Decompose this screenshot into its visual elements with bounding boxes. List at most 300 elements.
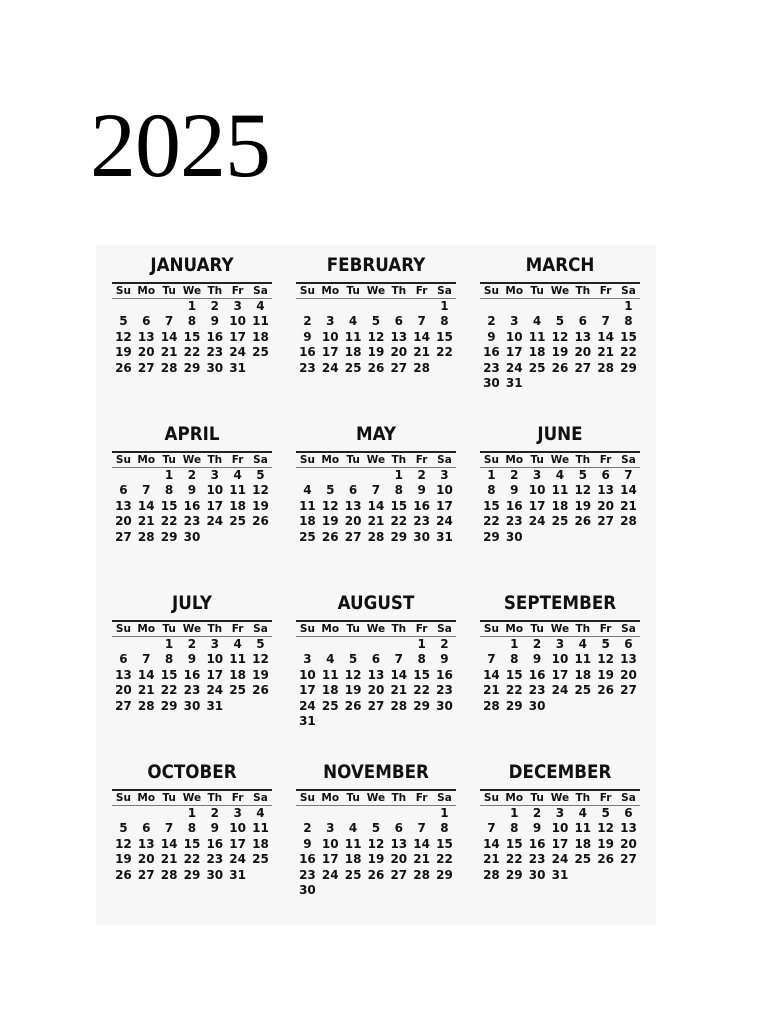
empty-cell: [594, 299, 617, 314]
day-cell: 6: [624, 637, 633, 651]
day-cell: 27: [115, 698, 132, 713]
day-cell: 3: [555, 637, 565, 651]
day-cell: 16: [299, 345, 316, 360]
day-cell: 21: [483, 683, 500, 698]
day-cell: 24: [505, 360, 523, 375]
week-row: [112, 652, 272, 667]
day-cell: 11: [574, 821, 592, 836]
empty-cell: [526, 299, 549, 314]
day-cell: 18: [574, 667, 592, 682]
day-cell: 16: [183, 667, 201, 682]
day-cell: 12: [115, 836, 132, 851]
day-cell: 12: [252, 652, 269, 667]
day-cell: 26: [367, 867, 385, 882]
empty-cell: [112, 637, 135, 652]
weekday-label: Fr: [231, 285, 244, 297]
week-row: [296, 683, 456, 698]
month-october: [112, 760, 272, 883]
day-cell: 26: [344, 698, 362, 713]
week-row: [296, 806, 456, 821]
day-cell: 8: [440, 821, 449, 836]
weekday-label: Mo: [137, 623, 156, 635]
day-cell: 6: [394, 821, 403, 836]
month-february: [296, 253, 456, 376]
day-cell: 15: [183, 329, 201, 344]
weekday-label: Th: [391, 792, 407, 804]
day-cell: 25: [574, 683, 592, 698]
month-july: [112, 591, 272, 714]
weekday-label: Su: [299, 285, 315, 297]
day-cell: 12: [252, 483, 269, 498]
weekday-label: Sa: [437, 623, 452, 635]
day-cell: 17: [229, 329, 246, 344]
week-row: [112, 314, 272, 329]
week-row: [112, 345, 272, 360]
day-cell: 7: [142, 483, 151, 498]
month-name: APRIL: [164, 423, 220, 445]
day-cell: 7: [164, 821, 174, 836]
day-cell: 3: [555, 806, 565, 820]
weekday-label: Sa: [621, 454, 636, 466]
weekday-label: Su: [483, 285, 499, 297]
day-cell: 15: [505, 667, 523, 682]
day-cell: 5: [348, 652, 358, 667]
weekday-label: Tu: [530, 285, 544, 297]
weekday-label: We: [550, 623, 570, 635]
empty-cell: [342, 806, 365, 821]
day-cell: 23: [206, 852, 224, 867]
day-cell: 17: [551, 836, 569, 851]
weekday-label: Th: [207, 623, 223, 635]
day-cell: 12: [597, 652, 614, 667]
day-cell: 13: [390, 329, 408, 344]
empty-cell: [296, 299, 319, 314]
empty-cell: [571, 299, 594, 314]
day-cell: 16: [528, 667, 546, 682]
empty-cell: [158, 299, 181, 314]
day-cell: 21: [597, 345, 614, 360]
day-cell: 8: [187, 821, 197, 836]
month-november: [296, 760, 456, 898]
day-cell: 11: [551, 483, 569, 498]
day-cell: 5: [601, 637, 610, 651]
day-cell: 14: [390, 667, 408, 682]
day-cell: 29: [505, 698, 523, 713]
empty-cell: [296, 806, 319, 821]
day-cell: 24: [551, 852, 569, 867]
month-december: [480, 760, 640, 883]
weekday-label: Fr: [415, 623, 428, 635]
week-row: [112, 330, 272, 345]
weekday-label: Th: [391, 623, 407, 635]
day-cell: 28: [413, 867, 430, 882]
day-cell: 14: [367, 498, 385, 513]
day-cell: 26: [252, 683, 269, 698]
empty-cell: [365, 637, 388, 652]
week-row: [112, 852, 272, 867]
week-row: [480, 683, 640, 698]
day-cell: 23: [299, 360, 316, 375]
day-cell: 4: [555, 468, 565, 482]
month-name: JULY: [172, 592, 212, 614]
day-cell: 27: [620, 683, 637, 698]
day-cell: 25: [252, 345, 269, 360]
day-cell: 16: [206, 329, 224, 344]
day-cell: 2: [440, 637, 449, 651]
day-cell: 27: [390, 360, 408, 375]
day-cell: 2: [187, 637, 197, 651]
weekday-header: [480, 282, 640, 299]
day-cell: 5: [326, 483, 335, 498]
month-august: [296, 591, 456, 729]
day-cell: 17: [321, 852, 339, 867]
day-cell: 13: [574, 329, 592, 344]
day-cell: 13: [367, 667, 385, 682]
weekday-label: We: [366, 623, 386, 635]
day-cell: 5: [256, 468, 265, 482]
day-cell: 22: [160, 683, 178, 698]
day-cell: 9: [532, 821, 542, 836]
weekday-label: We: [182, 792, 202, 804]
day-cell: 19: [252, 667, 269, 682]
weekday-label: Fr: [415, 792, 428, 804]
day-cell: 21: [413, 345, 430, 360]
day-cell: 5: [119, 314, 128, 329]
empty-cell: [387, 299, 410, 314]
day-cell: 15: [413, 667, 430, 682]
empty-cell: [549, 299, 572, 314]
day-cell: 28: [620, 514, 637, 529]
empty-cell: [410, 806, 433, 821]
weekday-label: Tu: [530, 454, 544, 466]
day-cell: 26: [597, 852, 614, 867]
day-cell: 27: [137, 867, 155, 882]
day-cell: 30: [505, 529, 523, 544]
day-cell: 8: [164, 652, 174, 667]
day-cell: 16: [528, 836, 546, 851]
weekday-label: Sa: [437, 285, 452, 297]
empty-cell: [480, 637, 503, 652]
weekday-label: We: [550, 454, 570, 466]
week-row: [480, 668, 640, 683]
week-row: [480, 837, 640, 852]
week-row: [480, 361, 640, 376]
day-cell: 18: [528, 345, 546, 360]
day-cell: 22: [160, 514, 178, 529]
day-cell: 4: [303, 483, 312, 498]
weekday-label: Th: [575, 792, 591, 804]
day-cell: 31: [505, 376, 523, 391]
day-cell: 7: [142, 652, 151, 667]
week-row: [296, 514, 456, 529]
week-row: [296, 468, 456, 483]
day-cell: 22: [505, 852, 523, 867]
day-cell: 23: [505, 514, 523, 529]
day-cell: 28: [483, 867, 500, 882]
day-cell: 27: [137, 360, 155, 375]
day-cell: 24: [551, 683, 569, 698]
day-cell: 28: [597, 360, 614, 375]
day-cell: 6: [348, 483, 358, 498]
day-cell: 20: [597, 498, 614, 513]
calendar-grid: [96, 245, 656, 925]
day-cell: 20: [620, 836, 637, 851]
day-cell: 14: [160, 836, 178, 851]
day-cell: 30: [206, 867, 224, 882]
day-cell: 24: [321, 360, 339, 375]
day-cell: 14: [597, 329, 614, 344]
day-cell: 12: [367, 836, 385, 851]
month-name: JUNE: [537, 423, 583, 445]
day-cell: 28: [137, 698, 155, 713]
week-row: [480, 299, 640, 314]
week-row: [296, 821, 456, 836]
day-cell: 6: [142, 821, 151, 836]
day-cell: 31: [299, 714, 316, 729]
day-cell: 18: [551, 498, 569, 513]
day-cell: 21: [413, 852, 430, 867]
week-row: [112, 483, 272, 498]
day-cell: 14: [413, 836, 430, 851]
weekday-label: Mo: [321, 792, 340, 804]
week-row: [480, 530, 640, 545]
day-cell: 27: [367, 698, 385, 713]
day-cell: 6: [394, 314, 403, 329]
empty-cell: [342, 637, 365, 652]
day-cell: 17: [505, 345, 523, 360]
weekday-label: Mo: [137, 792, 156, 804]
day-cell: 10: [436, 483, 453, 498]
day-cell: 9: [532, 652, 542, 667]
day-cell: 19: [574, 498, 592, 513]
weekday-label: We: [550, 792, 570, 804]
weekday-label: Sa: [253, 623, 268, 635]
day-cell: 29: [160, 698, 178, 713]
day-cell: 14: [620, 483, 637, 498]
weekday-label: Fr: [599, 285, 612, 297]
week-row: [296, 499, 456, 514]
week-row: [480, 514, 640, 529]
day-cell: 12: [597, 821, 614, 836]
week-row: [296, 699, 456, 714]
weekday-label: Tu: [346, 285, 360, 297]
day-cell: 13: [597, 483, 614, 498]
weekday-label: Fr: [599, 792, 612, 804]
day-cell: 4: [532, 314, 542, 329]
day-cell: 2: [532, 637, 542, 651]
empty-cell: [112, 468, 135, 483]
day-cell: 22: [505, 683, 523, 698]
day-cell: 4: [233, 468, 242, 482]
empty-cell: [387, 806, 410, 821]
day-cell: 26: [252, 514, 269, 529]
day-cell: 20: [115, 514, 132, 529]
empty-cell: [319, 468, 342, 483]
day-cell: 11: [229, 652, 246, 667]
day-cell: 20: [115, 683, 132, 698]
day-cell: 22: [483, 514, 500, 529]
day-cell: 23: [436, 683, 453, 698]
weekday-label: We: [182, 623, 202, 635]
day-cell: 20: [390, 345, 408, 360]
day-cell: 7: [417, 821, 426, 836]
weekday-header: [112, 451, 272, 468]
day-cell: 3: [326, 314, 335, 329]
week-row: [112, 868, 272, 883]
day-cell: 19: [344, 683, 362, 698]
day-cell: 11: [344, 329, 362, 344]
day-cell: 29: [390, 529, 408, 544]
empty-cell: [365, 468, 388, 483]
day-cell: 26: [115, 360, 132, 375]
day-cell: 17: [551, 667, 569, 682]
day-cell: 13: [115, 667, 132, 682]
day-cell: 25: [229, 683, 246, 698]
day-cell: 13: [137, 836, 155, 851]
day-cell: 18: [299, 514, 316, 529]
day-cell: 15: [620, 329, 637, 344]
day-cell: 16: [206, 836, 224, 851]
day-cell: 21: [390, 683, 408, 698]
day-cell: 2: [532, 806, 542, 820]
day-cell: 10: [528, 483, 546, 498]
day-cell: 4: [256, 299, 265, 313]
week-row: [296, 883, 456, 898]
day-cell: 30: [183, 529, 201, 544]
day-cell: 15: [505, 836, 523, 851]
day-cell: 8: [164, 483, 174, 498]
day-cell: 29: [505, 867, 523, 882]
day-cell: 6: [119, 483, 128, 498]
month-april: [112, 422, 272, 545]
weekday-label: We: [366, 454, 386, 466]
day-cell: 8: [394, 483, 403, 498]
weekday-label: Su: [483, 454, 499, 466]
day-cell: 11: [344, 836, 362, 851]
day-cell: 9: [510, 483, 519, 498]
day-cell: 4: [256, 806, 265, 820]
day-cell: 20: [367, 683, 385, 698]
day-cell: 18: [229, 667, 246, 682]
month-name: NOVEMBER: [323, 761, 429, 783]
day-cell: 13: [620, 652, 637, 667]
week-row: [296, 483, 456, 498]
day-cell: 25: [574, 852, 592, 867]
day-cell: 29: [620, 360, 637, 375]
empty-cell: [319, 806, 342, 821]
day-cell: 12: [551, 329, 569, 344]
week-row: [296, 530, 456, 545]
day-cell: 17: [206, 667, 224, 682]
weekday-label: Mo: [321, 454, 340, 466]
empty-cell: [135, 468, 158, 483]
day-cell: 17: [321, 345, 339, 360]
day-cell: 20: [344, 514, 362, 529]
day-cell: 28: [413, 360, 430, 375]
day-cell: 14: [483, 836, 500, 851]
day-cell: 20: [620, 667, 637, 682]
day-cell: 23: [299, 867, 316, 882]
day-cell: 5: [371, 821, 381, 836]
day-cell: 13: [390, 836, 408, 851]
day-cell: 30: [528, 698, 546, 713]
day-cell: 11: [321, 667, 339, 682]
week-row: [480, 483, 640, 498]
empty-cell: [112, 299, 135, 314]
day-cell: 29: [413, 698, 430, 713]
day-cell: 15: [183, 836, 201, 851]
day-cell: 29: [436, 867, 453, 882]
day-cell: 17: [528, 498, 546, 513]
day-cell: 1: [164, 468, 174, 482]
month-name: MARCH: [525, 254, 595, 276]
day-cell: 19: [115, 345, 132, 360]
day-cell: 9: [187, 652, 197, 667]
day-cell: 9: [487, 329, 496, 344]
day-cell: 3: [233, 299, 242, 313]
day-cell: 7: [487, 652, 496, 667]
week-row: [296, 314, 456, 329]
day-cell: 31: [229, 867, 246, 882]
day-cell: 25: [229, 514, 246, 529]
weekday-label: Th: [391, 454, 407, 466]
empty-cell: [365, 806, 388, 821]
day-cell: 23: [413, 514, 430, 529]
day-cell: 25: [299, 529, 316, 544]
day-cell: 8: [624, 314, 633, 329]
day-cell: 4: [578, 637, 587, 651]
day-cell: 25: [528, 360, 546, 375]
week-row: [296, 852, 456, 867]
day-cell: 6: [119, 652, 128, 667]
week-row: [296, 299, 456, 314]
week-row: [480, 376, 640, 391]
day-cell: 2: [417, 468, 426, 482]
day-cell: 23: [528, 683, 546, 698]
day-cell: 12: [367, 329, 385, 344]
week-row: [112, 361, 272, 376]
week-row: [112, 837, 272, 852]
day-cell: 28: [160, 360, 178, 375]
weekday-label: Tu: [162, 792, 176, 804]
day-cell: 14: [137, 667, 155, 682]
day-cell: 2: [210, 299, 219, 313]
day-cell: 29: [160, 529, 178, 544]
empty-cell: [342, 468, 365, 483]
day-cell: 12: [115, 329, 132, 344]
weekday-label: Tu: [346, 623, 360, 635]
weekday-label: Fr: [231, 792, 244, 804]
day-cell: 7: [417, 314, 426, 329]
day-cell: 19: [252, 498, 269, 513]
empty-cell: [135, 806, 158, 821]
day-cell: 24: [436, 514, 453, 529]
week-row: [296, 668, 456, 683]
weekday-label: Su: [299, 792, 315, 804]
day-cell: 25: [551, 514, 569, 529]
weekday-label: Sa: [621, 285, 636, 297]
day-cell: 19: [367, 852, 385, 867]
weekday-label: Tu: [162, 285, 176, 297]
day-cell: 29: [183, 867, 201, 882]
weekday-label: Mo: [505, 623, 524, 635]
day-cell: 17: [436, 498, 453, 513]
day-cell: 16: [299, 852, 316, 867]
day-cell: 31: [436, 529, 453, 544]
week-row: [112, 299, 272, 314]
day-cell: 30: [436, 698, 453, 713]
day-cell: 24: [206, 514, 224, 529]
